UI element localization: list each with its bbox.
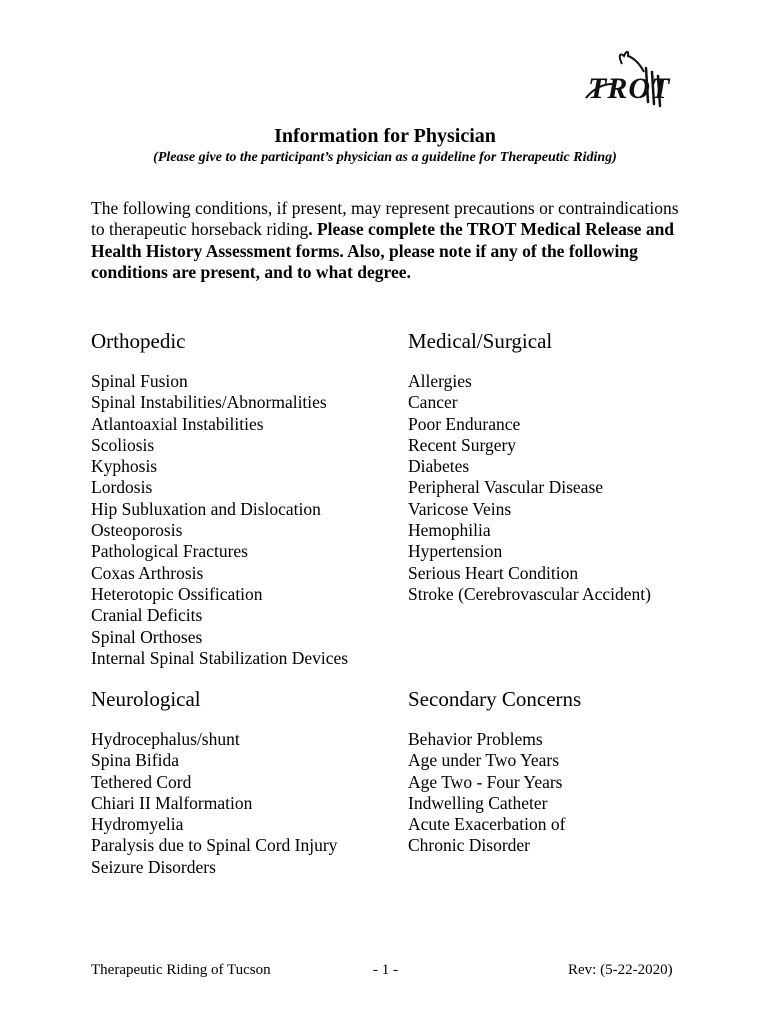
intro-paragraph bbox=[91, 198, 681, 283]
footer-revision: Rev: (5-22-2020) bbox=[568, 962, 673, 978]
secondary-concerns-heading: Secondary Concerns bbox=[408, 687, 582, 711]
list-item: Osteoporosis bbox=[91, 520, 183, 541]
footer-organization: Therapeutic Riding of Tucson bbox=[91, 962, 271, 978]
list-item: Serious Heart Condition bbox=[408, 562, 579, 583]
list-item: Varicose Veins bbox=[408, 498, 512, 519]
list-item: Spina Bifida bbox=[91, 750, 179, 771]
list-item: Age Two - Four Years bbox=[408, 771, 563, 792]
list-item: Spinal Fusion bbox=[91, 371, 188, 391]
list-item: Hemophilia bbox=[408, 520, 491, 541]
list-item: Coxas Arthrosis bbox=[91, 562, 204, 583]
list-item: Indwelling Catheter bbox=[408, 792, 548, 813]
list-item: Hip Subluxation and Dislocation bbox=[91, 498, 321, 519]
medical-surgical-list bbox=[408, 371, 651, 605]
medical-surgical-heading: Medical/Surgical bbox=[408, 329, 553, 353]
logo-text: TROT bbox=[588, 72, 671, 105]
list-item: Chronic Disorder bbox=[408, 835, 530, 856]
list-item: Spinal Instabilities/Abnormalities bbox=[91, 392, 327, 413]
list-item: Acute Exacerbation of bbox=[408, 814, 566, 835]
list-item: Hypertension bbox=[408, 541, 503, 562]
footer-page-number: - 1 - bbox=[373, 962, 398, 978]
neurological-heading: Neurological bbox=[91, 687, 201, 711]
list-item: Spinal Orthoses bbox=[91, 626, 203, 647]
list-item: Lordosis bbox=[91, 477, 153, 498]
intro-bold-text: . Please complete the TROT Medical Release and Health History Assessment forms. Also, please note if any of the following conditions are present, and to what degree. bbox=[91, 219, 675, 282]
list-item: Behavior Problems bbox=[408, 729, 543, 749]
list-item: Scoliosis bbox=[91, 434, 155, 455]
list-item: Peripheral Vascular Disease bbox=[408, 477, 604, 498]
list-item: Seizure Disorders bbox=[91, 856, 216, 877]
list-item: Diabetes bbox=[408, 456, 470, 477]
list-item: Age under Two Years bbox=[408, 750, 560, 771]
list-item: Hydromyelia bbox=[91, 814, 184, 835]
list-item: Poor Endurance bbox=[408, 413, 521, 434]
intro-normal-text: The following conditions, if present, may represent precautions or contraindications to therapeutic horseback riding bbox=[91, 198, 679, 240]
list-item: Pathological Fractures bbox=[91, 541, 248, 562]
orthopedic-list bbox=[91, 371, 348, 669]
list-item: Cranial Deficits bbox=[91, 605, 203, 626]
list-item: Atlantoaxial Instabilities bbox=[91, 413, 264, 434]
list-item: Paralysis due to Spinal Cord Injury bbox=[91, 835, 338, 856]
secondary-concerns-list bbox=[408, 729, 565, 857]
list-item: Cancer bbox=[408, 392, 458, 413]
trot-logo bbox=[582, 50, 670, 112]
list-item: Tethered Cord bbox=[91, 771, 192, 792]
list-item: Heterotopic Ossification bbox=[91, 583, 263, 604]
list-item: Stroke (Cerebrovascular Accident) bbox=[408, 583, 651, 604]
list-item: Recent Surgery bbox=[408, 434, 517, 455]
list-item: Allergies bbox=[408, 371, 472, 391]
page-subtitle: (Please give to the participant’s physician as a guideline for Therapeutic Riding) bbox=[153, 150, 617, 165]
list-item: Chiari II Malformation bbox=[91, 792, 253, 813]
list-item: Internal Spinal Stabilization Devices bbox=[91, 647, 349, 668]
list-item: Kyphosis bbox=[91, 456, 158, 477]
neurological-list bbox=[91, 729, 337, 878]
orthopedic-heading: Orthopedic bbox=[91, 329, 186, 353]
list-item: Hydrocephalus/shunt bbox=[91, 729, 240, 749]
page-title: Information for Physician bbox=[274, 125, 496, 147]
